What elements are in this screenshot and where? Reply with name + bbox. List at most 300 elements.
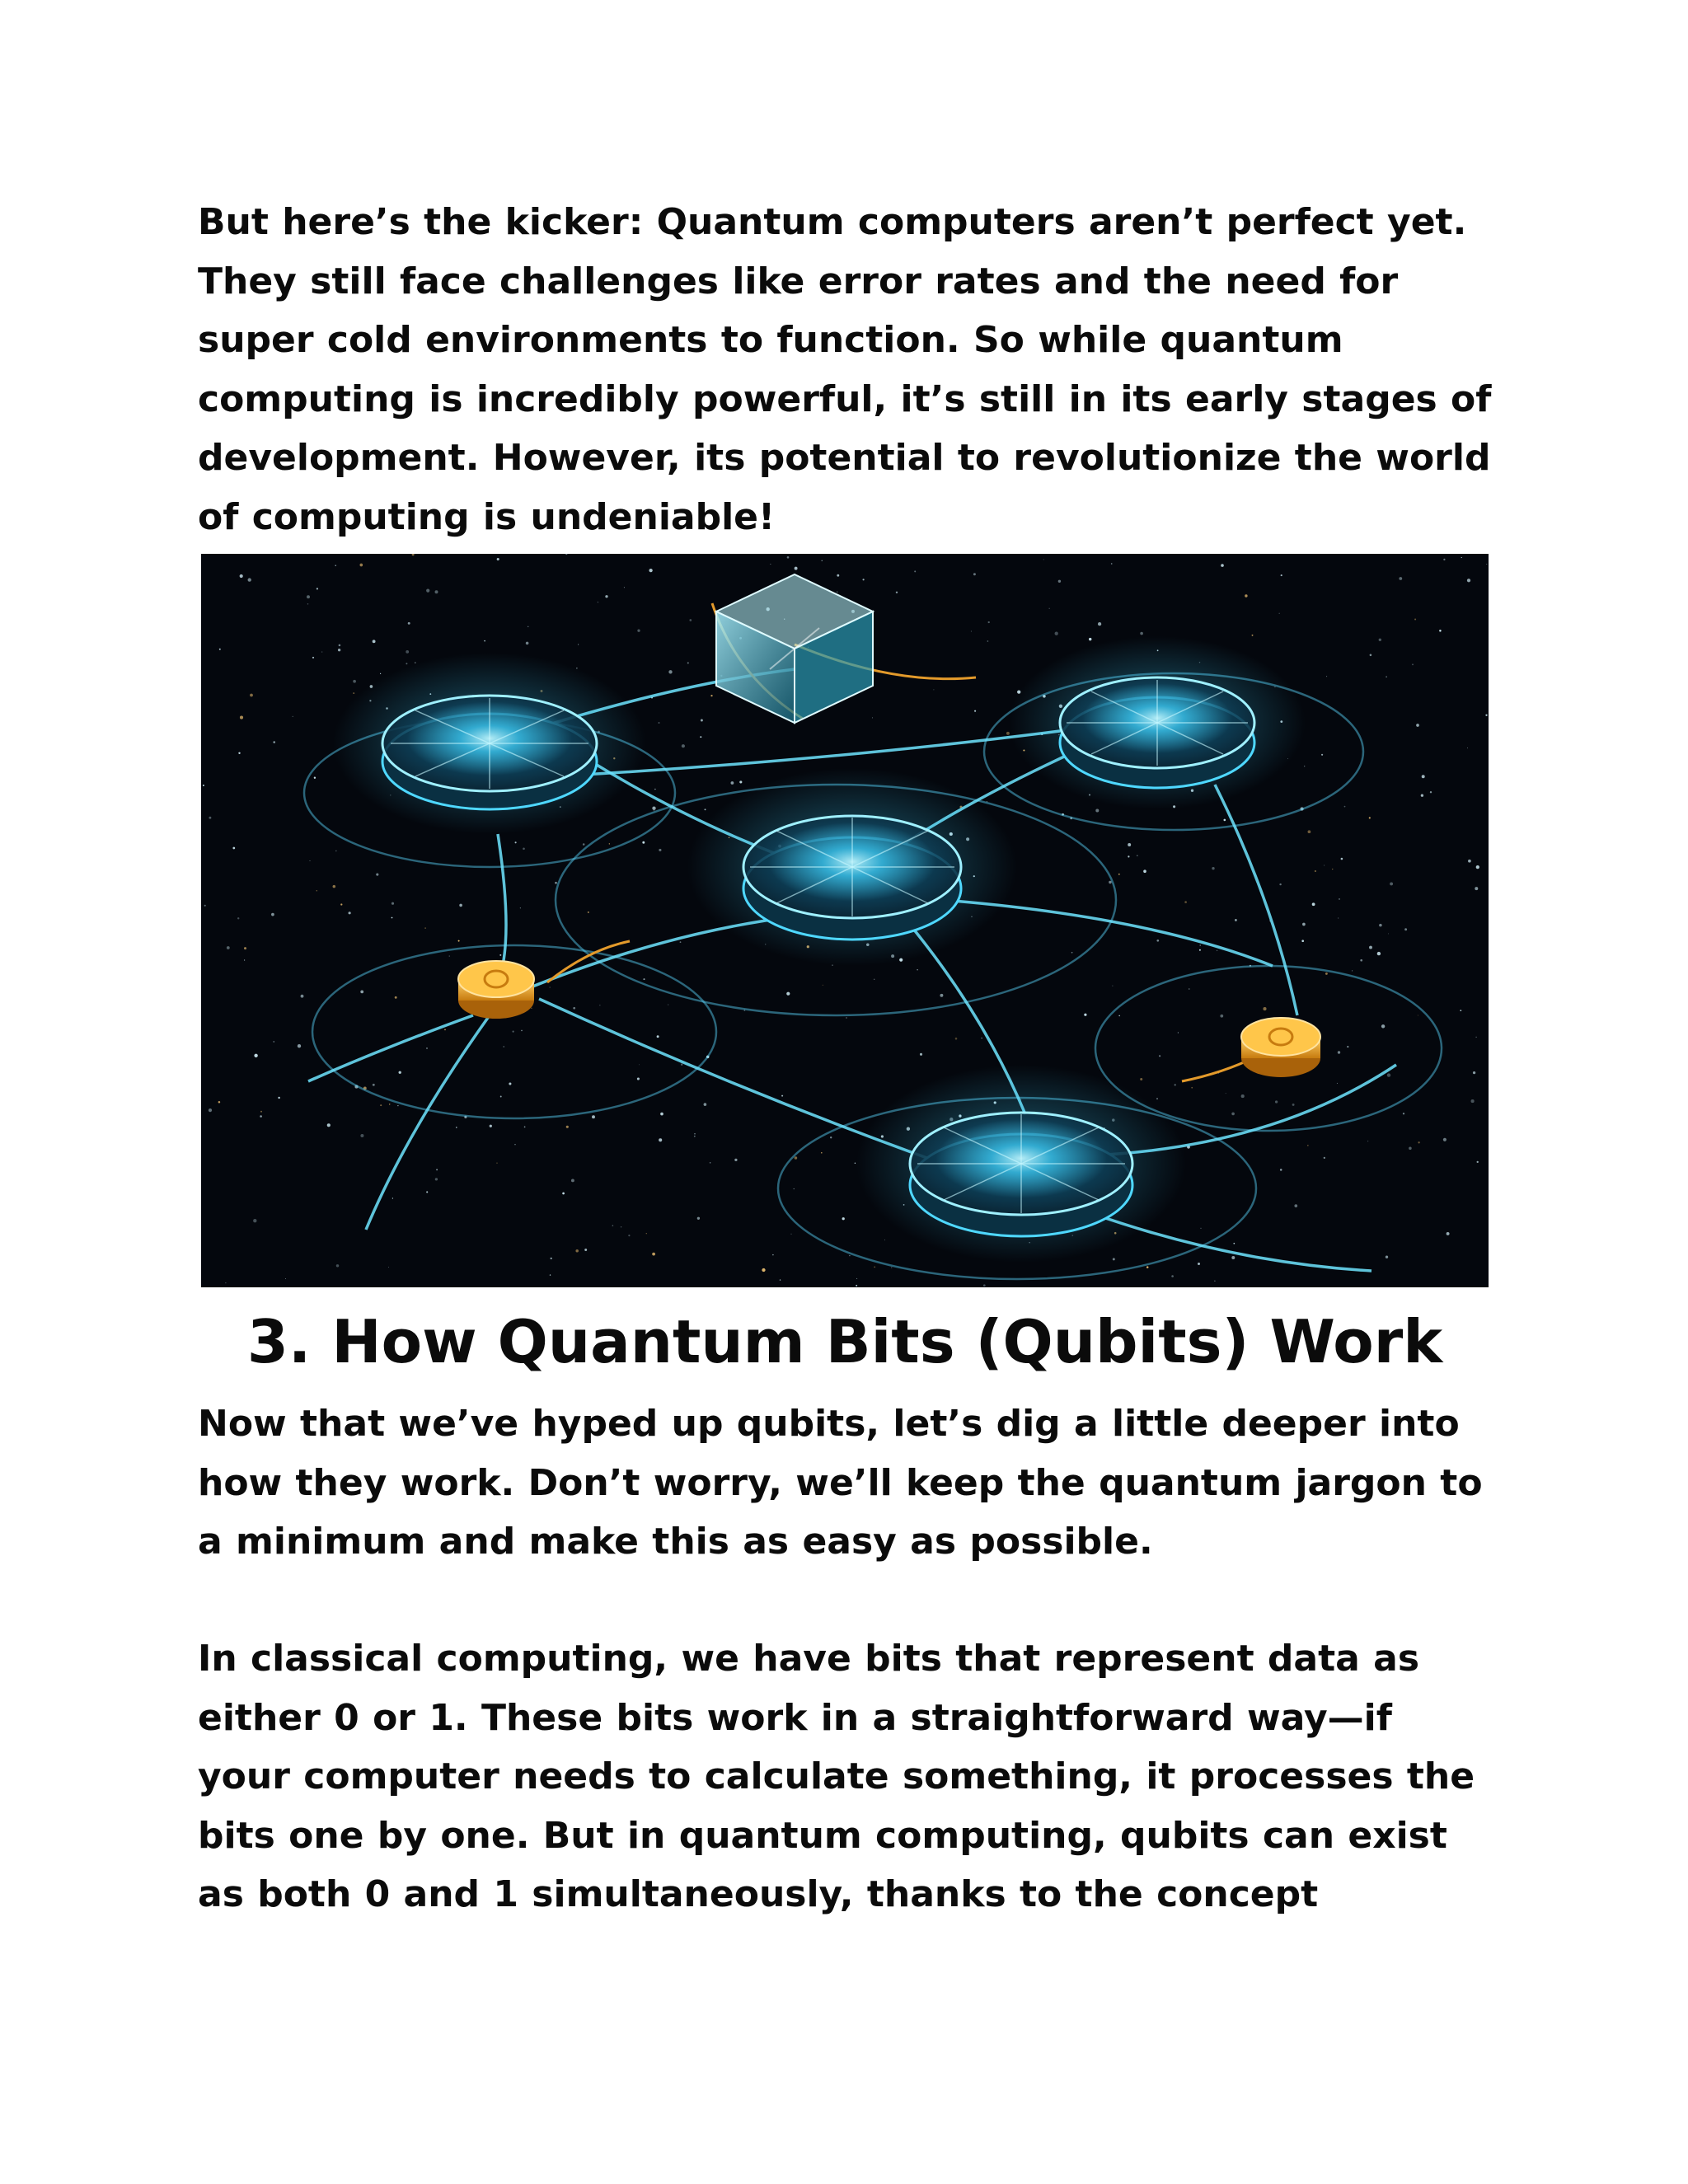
star <box>1307 1145 1308 1146</box>
star <box>321 652 322 653</box>
star <box>588 912 589 913</box>
star <box>971 630 972 631</box>
star <box>250 694 253 697</box>
star <box>1485 715 1487 716</box>
star <box>1146 1266 1149 1268</box>
star <box>1369 817 1371 818</box>
star <box>1421 794 1423 797</box>
star <box>392 902 394 905</box>
star <box>1324 1157 1325 1159</box>
star <box>520 907 521 908</box>
star <box>1058 580 1061 583</box>
star <box>253 1219 256 1222</box>
star <box>933 689 934 690</box>
star <box>271 913 274 916</box>
star <box>1379 924 1382 927</box>
gold-coin-icon <box>1241 1018 1320 1077</box>
star <box>1084 1014 1086 1016</box>
star <box>1416 724 1419 727</box>
star <box>1109 881 1111 883</box>
star <box>1113 1258 1115 1260</box>
star <box>1200 1228 1201 1229</box>
star <box>1377 952 1381 955</box>
paragraph-classical-vs-quantum: In classical computing, we have bits that represent data as either 0 or 1. These bits work in a straightforward way—if your computer needs to calculate something, it processes the bits one by one. But in quantum computing, qubits can exist as both 0 and 1 simultaneously, thanks to the concept <box>198 1638 1475 1915</box>
star <box>1338 1051 1340 1053</box>
star <box>780 1279 781 1280</box>
star <box>278 1097 279 1099</box>
star <box>1140 1078 1142 1080</box>
star <box>646 1233 647 1234</box>
star <box>1175 1084 1176 1085</box>
star <box>1212 867 1214 869</box>
star <box>316 588 318 589</box>
star <box>392 917 393 919</box>
star <box>1071 952 1073 954</box>
qubit-node <box>856 1065 1186 1263</box>
star <box>273 741 275 743</box>
star <box>1220 1015 1223 1018</box>
star <box>1379 639 1381 641</box>
star <box>1387 1073 1390 1076</box>
star <box>1263 1007 1266 1010</box>
star <box>435 590 438 593</box>
star <box>515 841 517 843</box>
star <box>1341 858 1343 860</box>
star <box>710 695 712 696</box>
star <box>1156 940 1159 942</box>
star <box>1055 632 1058 635</box>
star <box>1043 559 1044 560</box>
star <box>1412 663 1414 665</box>
star <box>1292 1104 1295 1106</box>
star <box>689 619 692 621</box>
star <box>1471 1099 1475 1103</box>
star <box>1390 882 1393 885</box>
star <box>524 1127 526 1128</box>
star <box>701 719 703 722</box>
star <box>335 851 337 852</box>
star <box>1476 865 1479 869</box>
star <box>456 1127 457 1128</box>
star <box>1112 986 1113 987</box>
star <box>681 1064 682 1066</box>
star <box>1447 1232 1450 1235</box>
star <box>680 941 682 943</box>
star <box>584 1249 587 1251</box>
star <box>204 905 206 907</box>
star <box>1171 1275 1174 1277</box>
star <box>232 847 235 850</box>
star <box>509 1082 511 1085</box>
star <box>1409 1147 1412 1151</box>
star <box>426 1191 428 1193</box>
star <box>794 1188 795 1189</box>
star <box>1418 1141 1419 1143</box>
star <box>550 1274 551 1275</box>
star <box>659 849 661 851</box>
star <box>1294 1204 1297 1207</box>
star <box>1344 806 1346 808</box>
star <box>872 717 873 718</box>
star <box>772 1254 773 1255</box>
star <box>659 1138 662 1141</box>
star <box>1006 732 1010 735</box>
star <box>1118 874 1120 875</box>
star <box>426 589 429 593</box>
star <box>637 630 640 632</box>
star <box>406 663 407 664</box>
star <box>974 710 976 712</box>
star <box>399 1071 401 1074</box>
star <box>219 649 221 650</box>
star <box>395 996 397 999</box>
star <box>891 1267 892 1268</box>
star <box>1443 559 1445 560</box>
star <box>1338 918 1339 919</box>
star <box>1235 919 1237 921</box>
star <box>497 558 499 560</box>
star <box>380 673 381 674</box>
star <box>514 1144 515 1145</box>
star <box>1308 830 1311 833</box>
star <box>244 947 246 949</box>
star <box>654 789 655 790</box>
star <box>1281 574 1282 576</box>
star <box>694 1133 695 1134</box>
star <box>659 722 660 724</box>
star <box>307 603 308 604</box>
star <box>1443 1138 1447 1141</box>
star <box>353 680 356 683</box>
star <box>612 1225 614 1226</box>
star <box>1049 608 1050 609</box>
star <box>1241 1094 1245 1098</box>
star <box>426 1047 428 1049</box>
star <box>734 1159 737 1161</box>
qubit-node <box>687 768 1017 966</box>
qubit-node <box>1009 636 1306 809</box>
illustration-canvas <box>201 554 1489 1287</box>
star <box>240 716 243 719</box>
star <box>1430 791 1432 793</box>
star <box>225 1282 226 1283</box>
star <box>583 843 585 846</box>
star <box>444 1029 446 1031</box>
star <box>1178 1032 1179 1033</box>
star <box>359 564 363 567</box>
star <box>218 1101 221 1104</box>
star <box>1321 754 1323 756</box>
star <box>988 621 990 623</box>
star <box>1370 654 1372 657</box>
star <box>301 995 304 998</box>
star <box>1475 1037 1476 1038</box>
star <box>1360 959 1362 962</box>
star <box>244 959 245 960</box>
star <box>1199 949 1201 951</box>
star <box>1275 1100 1278 1103</box>
star <box>298 1044 301 1047</box>
star <box>920 1053 922 1056</box>
quantum-network-illustration <box>201 554 1489 1287</box>
star <box>1388 933 1389 934</box>
star <box>652 807 655 810</box>
star <box>856 1278 857 1279</box>
qubit-node <box>333 653 646 834</box>
star <box>1468 860 1471 863</box>
star <box>260 1111 262 1113</box>
star <box>787 556 790 559</box>
star <box>353 692 354 694</box>
star <box>1214 1281 1215 1282</box>
star <box>523 847 525 850</box>
star <box>842 1217 845 1220</box>
star <box>551 1258 552 1259</box>
star <box>914 570 916 572</box>
star <box>327 1123 331 1127</box>
star <box>406 650 409 654</box>
star <box>336 1264 339 1267</box>
star <box>795 1156 798 1160</box>
star <box>687 662 689 663</box>
star <box>1089 638 1091 640</box>
section-heading: 3. How Quantum Bits (Qubits) Work <box>246 1307 1443 1376</box>
star <box>1337 1083 1338 1084</box>
star <box>435 1178 438 1180</box>
glass-cube-icon <box>716 574 873 723</box>
star <box>821 1152 823 1154</box>
star <box>1312 902 1315 906</box>
star <box>285 1278 286 1279</box>
star <box>1399 577 1402 580</box>
star <box>1279 613 1280 614</box>
star <box>340 903 342 905</box>
star <box>1159 1055 1160 1057</box>
star <box>940 994 943 997</box>
star <box>566 1126 569 1128</box>
star <box>459 904 462 907</box>
star <box>1439 630 1442 632</box>
star <box>1347 1046 1348 1047</box>
star <box>704 1103 707 1106</box>
star <box>639 1064 640 1065</box>
star <box>682 744 685 748</box>
star <box>254 1054 257 1057</box>
star <box>1221 564 1224 567</box>
star <box>209 1108 212 1112</box>
star <box>837 591 838 593</box>
star <box>896 592 898 593</box>
star <box>1233 1243 1235 1244</box>
star <box>513 1031 514 1033</box>
star <box>499 954 501 956</box>
star <box>624 587 625 588</box>
star <box>628 1235 630 1236</box>
star <box>731 781 734 785</box>
star <box>1118 1015 1120 1017</box>
star <box>955 1038 958 1040</box>
star <box>203 785 204 786</box>
star <box>316 890 317 891</box>
star <box>660 1113 663 1116</box>
star <box>227 946 230 949</box>
star <box>1339 898 1340 900</box>
star <box>1473 1071 1475 1074</box>
star <box>1198 1263 1200 1265</box>
star <box>490 1125 492 1127</box>
star <box>424 927 426 929</box>
star <box>449 956 450 957</box>
star <box>1386 1256 1388 1258</box>
star <box>521 1030 523 1032</box>
star <box>373 1084 375 1086</box>
star <box>1325 972 1328 975</box>
star <box>983 1284 986 1286</box>
star <box>1111 563 1113 565</box>
star <box>531 1008 532 1009</box>
star <box>637 1077 640 1080</box>
star <box>1475 887 1478 890</box>
star <box>1301 940 1304 942</box>
star <box>1302 923 1306 926</box>
star <box>373 640 376 643</box>
star <box>874 1266 875 1268</box>
star <box>822 560 823 561</box>
star <box>849 1255 850 1256</box>
star <box>1231 1256 1235 1259</box>
star <box>705 808 706 810</box>
star <box>260 1115 262 1118</box>
star <box>700 736 701 738</box>
star <box>1369 946 1372 949</box>
star <box>240 574 243 578</box>
star <box>310 860 311 861</box>
star <box>1140 632 1143 635</box>
star <box>1184 901 1187 903</box>
star <box>388 1267 389 1268</box>
star <box>1477 1161 1479 1163</box>
star <box>781 1095 783 1097</box>
star <box>1381 1024 1385 1028</box>
star <box>1231 1113 1235 1116</box>
star <box>436 1169 438 1170</box>
star <box>697 1217 700 1220</box>
star <box>605 595 607 598</box>
star <box>592 1115 595 1118</box>
star <box>209 817 211 819</box>
star <box>739 780 742 783</box>
star <box>1095 809 1099 813</box>
star <box>694 1136 696 1137</box>
star <box>856 1285 857 1286</box>
star <box>237 917 239 919</box>
star <box>1461 557 1462 558</box>
star <box>238 752 240 754</box>
star <box>500 1096 502 1098</box>
star <box>1414 618 1416 620</box>
star <box>314 777 316 779</box>
star <box>791 1234 792 1235</box>
gold-coin-icon <box>458 961 534 1019</box>
star <box>1128 843 1131 846</box>
star <box>307 595 310 598</box>
star <box>1137 855 1138 856</box>
star <box>338 649 340 651</box>
star <box>380 1104 382 1106</box>
star <box>458 940 460 942</box>
star <box>484 640 485 642</box>
paragraph-quantum-challenges: But here’s the kicker: Quantum computers aren’t perfect yet. They still face challenges like error rates and the need for super cold environments to function. So while quantum computing is incredibly powerful, it’s still in its early stages of development. However, its potential to revolutionize the world of computing is undeniable! <box>198 201 1492 538</box>
star <box>360 1134 363 1137</box>
star <box>360 991 363 994</box>
star <box>1098 622 1101 626</box>
star <box>1128 855 1129 857</box>
star <box>652 1253 655 1256</box>
star <box>643 978 645 980</box>
star <box>1191 1087 1193 1089</box>
star <box>668 670 672 673</box>
star <box>496 1163 497 1164</box>
star <box>1460 1010 1461 1011</box>
star <box>1422 775 1425 778</box>
star <box>1404 928 1407 930</box>
star <box>392 1197 393 1198</box>
star <box>649 569 652 572</box>
star <box>1352 970 1353 971</box>
star <box>339 644 341 647</box>
star <box>1200 944 1201 945</box>
star <box>571 1179 574 1182</box>
star <box>609 843 610 844</box>
star <box>550 987 551 988</box>
star <box>786 992 790 996</box>
star <box>408 622 410 625</box>
star <box>397 1105 398 1106</box>
star <box>855 1163 856 1164</box>
star <box>562 1193 565 1195</box>
star <box>312 657 314 658</box>
star <box>1143 869 1146 873</box>
star <box>575 1249 579 1253</box>
star <box>1467 579 1470 582</box>
star <box>1245 594 1247 597</box>
star <box>987 640 989 642</box>
star <box>1486 564 1487 565</box>
star <box>1156 1098 1158 1099</box>
star <box>642 841 645 844</box>
star <box>526 642 529 645</box>
star <box>1403 1113 1404 1114</box>
star <box>830 1137 832 1138</box>
star <box>1315 870 1316 872</box>
star <box>333 885 336 888</box>
paragraph-qubits-intro: Now that we’ve hyped up qubits, let’s dig a little deeper into how they work. Don’t worry, we’ll keep the quantum jargon to a minimum and make this as easy as possible. <box>198 1403 1483 1563</box>
star <box>1279 883 1281 885</box>
star <box>573 1007 575 1010</box>
star <box>555 882 557 884</box>
star <box>1280 1169 1282 1171</box>
star <box>795 567 798 570</box>
star <box>657 1035 659 1038</box>
star <box>376 874 378 876</box>
star <box>412 554 415 555</box>
star <box>1252 635 1254 636</box>
star <box>973 573 976 575</box>
star <box>762 1268 765 1272</box>
star <box>863 579 865 580</box>
star <box>770 564 771 565</box>
star <box>837 574 839 577</box>
